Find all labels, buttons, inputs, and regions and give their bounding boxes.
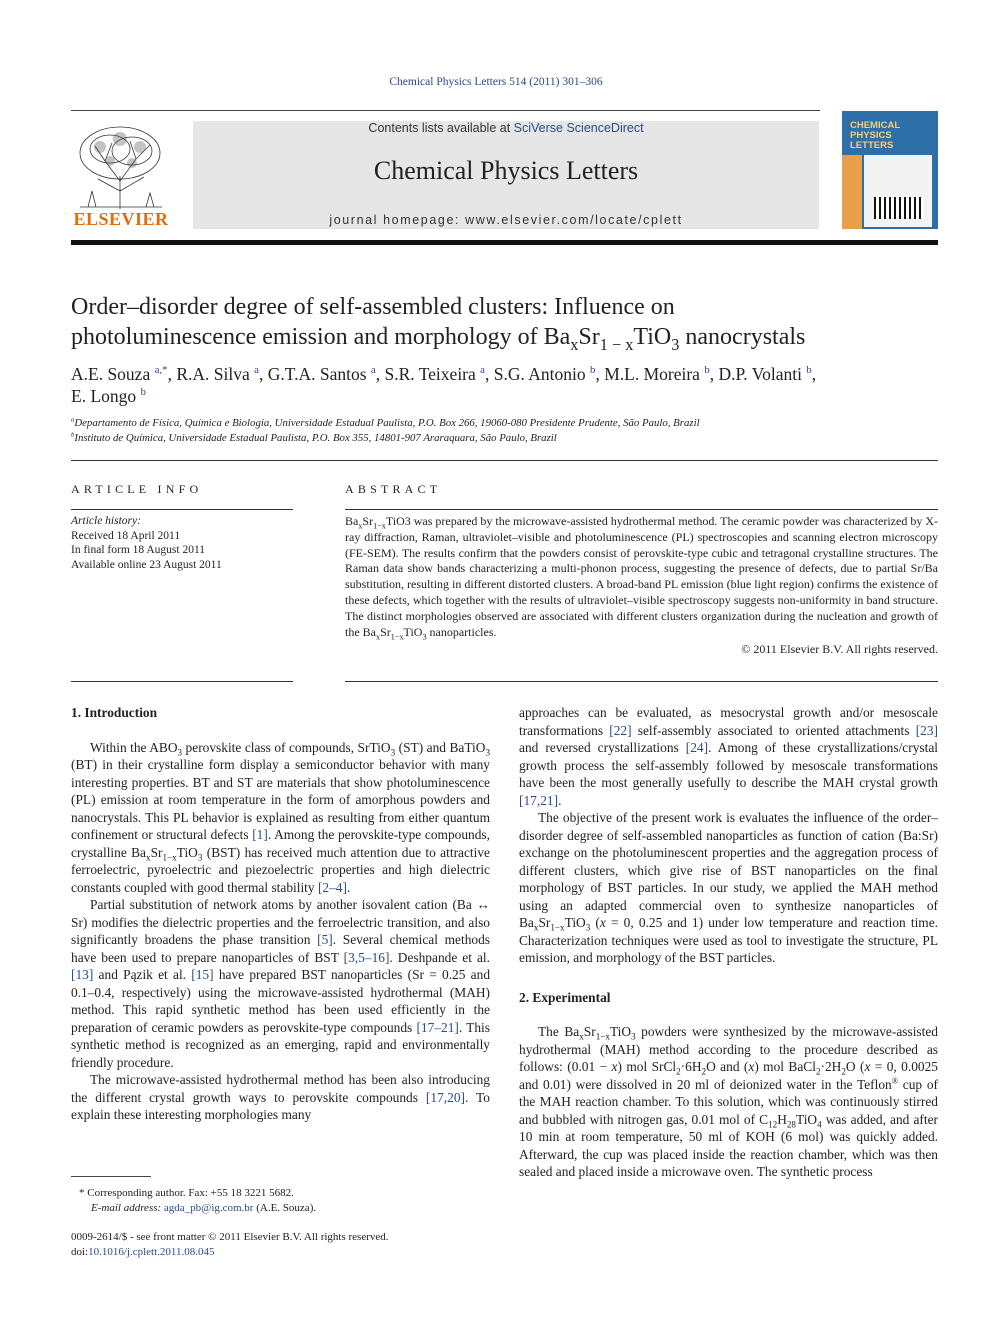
article-title bbox=[71, 292, 938, 352]
abstract-rule bbox=[345, 509, 938, 510]
paragraph: The $Ba_xSr_{1-x}TiO_3$ powders were synthesized by the microwave-assisted hydrothermal (MAH) method according to the procedure described as follows: (0.01 − x) mol $SrCl_2\cdot 6H_2O$ and (x) mol $BaCl_2\cdot 2H_2O$ (x = 0, 0.0025 and 0.01) were dissolved in 20 ml of deionized water in the Teflon® cup of the MAH reaction chamber. To this solution, which was continuously stirred and bubbled with nitrogen gas, 0.01 mol of $C_{12}H_{28}TiO_4$ was added, and after 10 min at room temperature, 50 ml of KOH (6 mol) was quickly added. Afterward, the cup was placed inside the reaction chamber, which was then sealed and placed inside a microwave oven. The synthetic process bbox=[519, 1024, 939, 1179]
paragraph: Within the $ABO_3$ perovskite class of compounds, SrTiO$_3$ (ST) and BaTiO$_3$ (BT) in their crystalline form display a semiconductor behavior with many interesting properties. BT and ST are materials that show photoluminescence (PL) emission at room temperature in the form of amorphous powders and nanocrystals. This PL behavior is explained as resulting from either quantum confinement or structural defects [1]. Among the perovskite-type compounds, crystalline $Ba_xSr_{1-x}TiO_3$ (BST) has received much attention due to attractive ferroelectric, pyroelectric and piezoelectric properties and high dielectric constants coupled with good thermal stability [2–4]. bbox=[71, 739, 490, 895]
sciencedirect-link[interactable]: SciVerse ScienceDirect bbox=[513, 121, 644, 135]
final-form-date: In final form 18 August 2011 bbox=[71, 544, 206, 556]
author[interactable]: R.A. Silva $^a$ bbox=[176, 364, 259, 384]
journal-cover-thumbnail bbox=[842, 111, 938, 229]
history-label: Article history: bbox=[71, 515, 141, 527]
paragraph: The objective of the present work is evaluates the influence of the order–disorder degree of self-assembled nanoparticles as function of cation (Ba:Sr) exchange on the photoluminescent properties and the aggregation process of different clusters, which give rise of BST nanoparticles on the final morphology of BST particles. In our study, we applied the MAH method using an adapted commercial oven to synthesize nanoparticles of $Ba_xSr_{1-x}TiO_3$ (x = 0, 0.25 and 1) under low temperature and reaction time. Characterization techniques were used as tool to investigate the structure, PL emission, and morphology of the BST particles. bbox=[519, 810, 938, 965]
contents-prefix: Contents lists available at bbox=[368, 121, 511, 135]
paragraph: Partial substitution of network atoms by another isovalent cation (Ba ↔ Sr) modifies the dielectric properties and the ferroelectric transition, and also significantly broadens the phase transition [5]. Several chemical methods have been used to prepare nanoparticles of BST [3,5–16]. Deshpande et al. [13] and Pązik et al. [15] have prepared BST nanoparticles (Sr = 0.25 and 0.1–0.4, respectively) using the microwave-assisted hydrothermal (MAH) method. This rapid synthetic method has been used efficiently in the preparation of ceramic powders as perovskite-type compounds [17–21]. This synthetic method is recognized as an emerging, rapid and environmentally friendly procedure. bbox=[71, 897, 491, 1070]
cover-strip bbox=[842, 155, 862, 229]
author[interactable]: D.P. Volanti $^b$ bbox=[718, 364, 812, 384]
abstract-heading: ABSTRACT bbox=[345, 482, 442, 496]
affiliations bbox=[71, 416, 938, 446]
author[interactable]: E. Longo $^b$ bbox=[71, 386, 146, 406]
author[interactable]: G.T.A. Santos $^a$ bbox=[267, 364, 376, 384]
copyright: © 2011 Elsevier B.V. All rights reserved. bbox=[741, 642, 938, 657]
received-date: Received 18 April 2011 bbox=[71, 529, 181, 542]
affiliation-a: $^a$Departamento de Física, Química e Biologia, Universidade Estadual Paulista, P.O. Box 266, 19060-080 Presidente Prudente, São Paulo, Brazil bbox=[71, 416, 700, 429]
author[interactable]: M.L. Moreira $^b$ bbox=[604, 364, 710, 384]
introduction-heading: 1. Introduction bbox=[71, 705, 158, 720]
footnote-rule bbox=[71, 1176, 151, 1177]
header-thick-rule bbox=[71, 240, 938, 245]
journal-title: Chemical Physics Letters bbox=[373, 156, 639, 185]
cover-title: CHEMICAL PHYSICS LETTERS bbox=[850, 120, 900, 151]
corresponding-author-footnote: * Corresponding author. Fax: +55 18 3221 5682. E-mail address: agda_pb@ig.com.br (A.E. Souza). bbox=[79, 1187, 317, 1214]
elsevier-wordmark: ELSEVIER bbox=[73, 209, 169, 229]
abstract-text: $Ba_xSr_{1-x}TiO3$ was prepared by the microwave-assisted hydrothermal method. The ceramic powder was characterized by X-ray diffraction, Raman, ultraviolet–visible and photoluminescence (PL) spectroscopies and scanning electron microscopy (FE-SEM). The results confirm that the powders consist of perovskite-type cubic and tetragonal crystalline structures. The Raman data show bands characterizing a multi-phonon process, suggesting the presence of defects, due to partial Sr/Ba substitution, resulting in different distorted clusters. A broad-band PL emission (blue light region) confirms the existence of these defects, which together with the results of ultraviolet–visible spectroscopy suggests non-uniformity in band structure. The distinct morphologies observed are associated with different clusters organization during the nucleation and growth of the $Ba_xSr_{1-x}TiO_3$ nanoparticles. © 2011 Elsevier B.V. All rights reserved. bbox=[345, 514, 938, 657]
right-column bbox=[519, 704, 938, 1181]
author[interactable]: A.E. Souza $^{a,*}$ bbox=[71, 364, 168, 384]
author[interactable]: S.R. Teixeira $^a$ bbox=[384, 364, 485, 384]
publication-info: 0009-2614/$ - see front matter © 2011 Elsevier B.V. All rights reserved. doi:10.1016/j.cplett.2011.08.045 bbox=[71, 1230, 491, 1260]
online-date: Available online 23 August 2011 bbox=[71, 558, 222, 571]
author[interactable]: S.G. Antonio $^b$ bbox=[493, 364, 596, 384]
left-column bbox=[71, 704, 490, 1124]
abstract-bottom-rule bbox=[345, 681, 938, 682]
affiliation-rule bbox=[71, 460, 938, 461]
contents-line bbox=[193, 121, 819, 135]
doi-link[interactable]: 10.1016/j.cplett.2011.08.045 bbox=[88, 1246, 215, 1258]
paragraph: The microwave-assisted hydrothermal method has been also introducing the different crystal growth ways to perovskite compounds [17,20]. To explain these interesting morphologies many bbox=[71, 1072, 490, 1122]
journal-homepage[interactable]: journal homepage: www.elsevier.com/locate/cplett bbox=[329, 213, 683, 227]
title-line-1: Order–disorder degree of self-assembled clusters: Influence on bbox=[71, 294, 675, 320]
paragraph: approaches can be evaluated, as mesocrystal growth and/or mesoscale transformations [22] self-assembly associated to oriented attachments [23] and reversed crystallizations [24]. Among of these crystallizations/crystal growth process the self-assembly followed by mesoscale transformations have been the most generally usefully to describe the MAH crystal growth [17,21]. bbox=[519, 705, 938, 808]
cover-barcode bbox=[874, 197, 924, 219]
article-info-rule bbox=[71, 509, 293, 510]
title-line-2: photoluminescence emission and morphology of $Ba_xSr_{1 - x}TiO_3$ nanocrystals bbox=[71, 324, 806, 354]
article-info-heading: ARTICLE INFO bbox=[71, 482, 203, 496]
article-info-bottom-rule bbox=[71, 681, 293, 682]
experimental-heading: 2. Experimental bbox=[519, 989, 611, 1005]
article-history bbox=[71, 514, 293, 572]
affiliation-b: $^b$Instituto de Química, Universidade Estadual Paulista, P.O. Box 355, 14801-907 Araraquara, São Paulo, Brazil bbox=[71, 431, 557, 444]
email-link[interactable]: agda_pb@ig.com.br bbox=[163, 1202, 254, 1214]
issn-line: 0009-2614/$ - see front matter © 2011 Elsevier B.V. All rights reserved. bbox=[71, 1231, 389, 1243]
author-list: A.E. Souza $^{a,*}$, R.A. Silva $^a$, G.T.A. Santos $^a$, S.R. Teixeira $^a$, S.G. Antonio $^b$, M.L. Moreira $^b$, D.P. Volanti $^b$, E. Longo $^b$ bbox=[71, 364, 817, 406]
top-rule bbox=[71, 110, 820, 111]
journal-reference[interactable]: Chemical Physics Letters 514 (2011) 301–306 bbox=[389, 76, 603, 88]
